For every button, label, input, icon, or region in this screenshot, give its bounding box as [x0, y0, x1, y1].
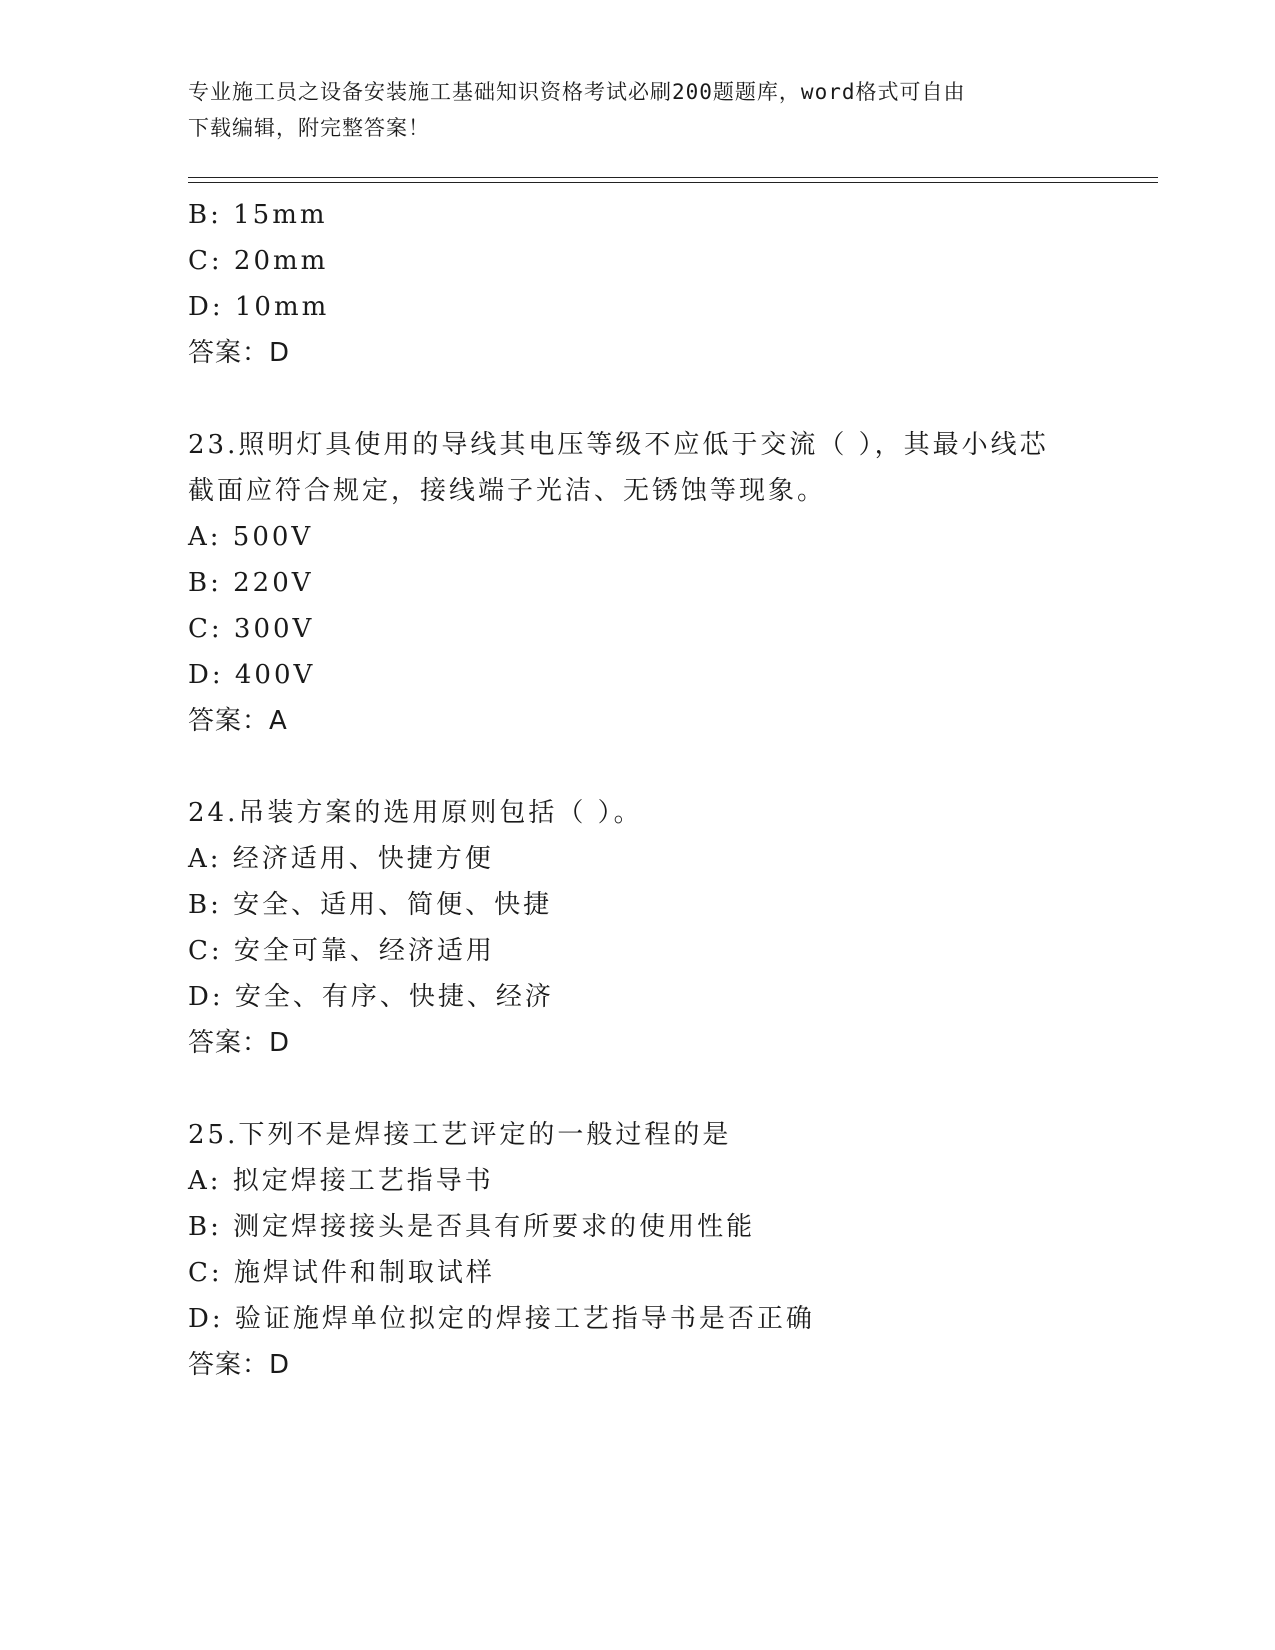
- question-text-line-2: 截面应符合规定，接线端子光洁、无锈蚀等现象。: [188, 476, 827, 506]
- question-text-line-1: 23.照明灯具使用的导线其电压等级不应低于交流（ ），其最小线芯: [188, 430, 1049, 460]
- option-b: B: 15mm: [188, 200, 328, 230]
- option-d: D: 10mm: [188, 292, 330, 322]
- option-d: D: 安全、有序、快捷、经济: [188, 982, 554, 1012]
- document-header: [188, 74, 1088, 146]
- answer-label: 答案：D: [188, 1028, 291, 1058]
- option-b: B: 安全、适用、简便、快捷: [188, 890, 553, 920]
- question-text-line-1: 24.吊装方案的选用原则包括（ ）。: [188, 798, 643, 828]
- question-25: [188, 1112, 1108, 1388]
- question-text-line-1: 25.下列不是焊接工艺评定的一般过程的是: [188, 1120, 732, 1150]
- option-a: A: 500V: [188, 522, 314, 552]
- option-b: B: 测定焊接接头是否具有所要求的使用性能: [188, 1212, 756, 1242]
- option-c: C: 施焊试件和制取试样: [188, 1258, 495, 1288]
- option-a: A: 经济适用、快捷方便: [188, 844, 494, 874]
- question-24: [188, 790, 1108, 1066]
- option-a: A: 拟定焊接工艺指导书: [188, 1166, 494, 1196]
- spacer: [188, 744, 1108, 790]
- option-b: B: 220V: [188, 568, 314, 598]
- question-23: [188, 422, 1108, 744]
- option-d: D: 验证施焊单位拟定的焊接工艺指导书是否正确: [188, 1304, 815, 1334]
- header-divider-bottom: [188, 182, 1158, 183]
- spacer: [188, 376, 1108, 422]
- spacer: [188, 1066, 1108, 1112]
- answer-label: 答案：D: [188, 338, 291, 368]
- option-d: D: 400V: [188, 660, 316, 690]
- header-title-line-2: 下载编辑，附完整答案！: [188, 116, 430, 140]
- answer-label: 答案：A: [188, 706, 288, 736]
- question-list: [188, 192, 1108, 1388]
- option-c: C: 安全可靠、经济适用: [188, 936, 495, 966]
- option-c: C: 300V: [188, 614, 315, 644]
- header-divider-top: [188, 177, 1158, 178]
- option-c: C: 20mm: [188, 246, 329, 276]
- header-title-line-1: 专业施工员之设备安装施工基础知识资格考试必刷200题题库，word格式可自由: [188, 80, 966, 104]
- answer-label: 答案：D: [188, 1350, 291, 1380]
- question-22-continuation: [188, 192, 1108, 376]
